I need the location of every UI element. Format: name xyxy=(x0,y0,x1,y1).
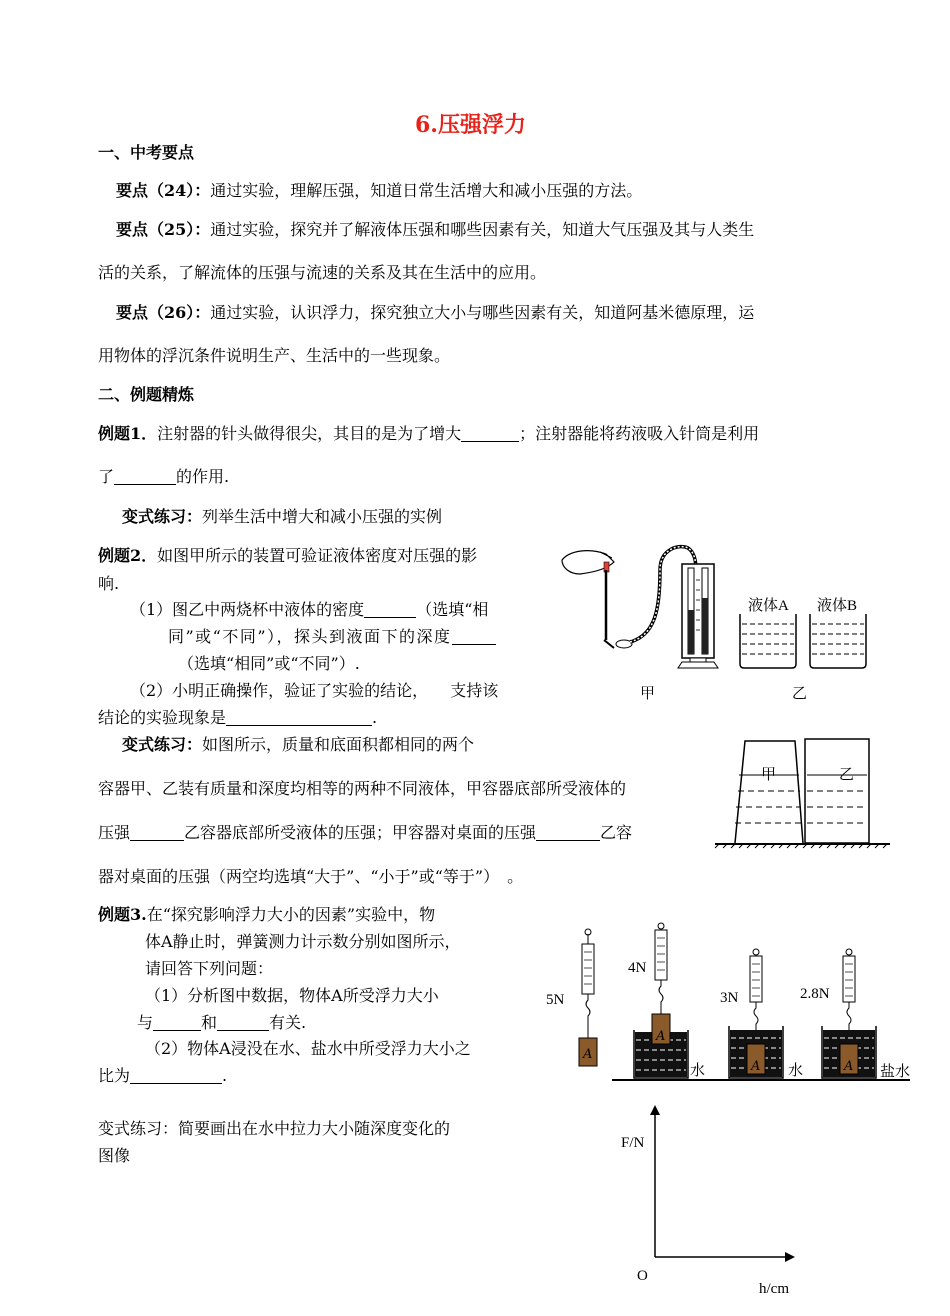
text: 同”或“不同”），探头到液面下的深度 xyxy=(168,627,452,646)
answer-blank[interactable] xyxy=(364,601,416,618)
origin-label: O xyxy=(637,1268,648,1284)
point-text: 通过实验，探究并了解液体压强和哪些因素有关，知道大气压强及其与人类生 xyxy=(210,220,755,239)
liquid-label-2: 水 xyxy=(788,1063,804,1079)
variation-label: 变式练习： xyxy=(122,507,203,526)
answer-blank[interactable] xyxy=(217,1014,269,1031)
variation1 xyxy=(122,504,442,527)
text: （1）图乙中两烧杯中液体的密度 xyxy=(130,600,365,619)
example2-q2-line2 xyxy=(98,705,377,728)
text: . xyxy=(222,1066,228,1085)
example2-line1 xyxy=(98,543,477,566)
example1-label: 例题1． xyxy=(98,424,158,443)
text: 与 xyxy=(137,1013,154,1032)
text: 的作用. xyxy=(176,467,230,486)
example3-line1 xyxy=(98,902,435,925)
example1-line2 xyxy=(98,464,229,487)
answer-blank[interactable] xyxy=(452,628,496,645)
setup-water-partial xyxy=(628,923,705,1079)
x-axis-label: h/cm xyxy=(759,1281,789,1297)
answer-blank[interactable] xyxy=(461,425,519,442)
text: 如图所示，质量和底面积都相同的两个 xyxy=(202,735,475,754)
text: 列举生活中增大和减小压强的实例 xyxy=(202,507,443,526)
beaker-a xyxy=(740,614,796,668)
example1-line1 xyxy=(98,421,759,444)
reading-3: 3N xyxy=(720,990,739,1006)
text: 注射器的针头做得很尖，其目的是为了增大 xyxy=(157,424,462,443)
page-title: 6.压强浮力 xyxy=(415,112,526,138)
answer-blank[interactable] xyxy=(536,824,600,841)
beaker-b xyxy=(810,614,866,668)
liquid-label-1: 水 xyxy=(690,1063,706,1079)
text: 在“探究影响浮力大小的因素”实验中，物 xyxy=(146,905,436,924)
example3-label: 例题3. xyxy=(98,905,147,924)
answer-blank[interactable] xyxy=(226,709,372,726)
example2-q1-line1 xyxy=(130,597,488,620)
example2-label: 例题2． xyxy=(98,546,158,565)
text: 乙容器底部所受液体的压强；甲容器对桌面的压强 xyxy=(184,823,537,842)
text: . xyxy=(372,708,378,727)
variation3-line1: 变式练习：简要画出在水中拉力大小随深度变化的 xyxy=(98,1119,451,1138)
variation-label: 变式练习： xyxy=(122,735,203,754)
example2-q1-line2 xyxy=(168,624,496,647)
text: 压强 xyxy=(98,823,131,842)
answer-blank[interactable] xyxy=(153,1014,201,1031)
object-a-label: A xyxy=(844,1059,854,1074)
variation2-line2: 容器甲、乙装有质量和深度均相等的两种不同液体，甲容器底部所受液体的 xyxy=(98,779,627,798)
example3-q1-line2 xyxy=(137,1010,306,1033)
point-24 xyxy=(116,178,642,201)
example3-line3: 请回答下列问题： xyxy=(145,959,274,978)
answer-blank[interactable] xyxy=(130,1067,222,1084)
point-label: 要点（25）： xyxy=(116,220,211,239)
text: 了 xyxy=(98,467,115,486)
object-a-label: A xyxy=(656,1029,666,1044)
section1-heading: 一、中考要点 xyxy=(98,143,195,162)
text: 比为 xyxy=(98,1066,131,1085)
variation2-line1 xyxy=(122,732,474,755)
object-a-label: A xyxy=(583,1047,593,1062)
point-26-cont: 用物体的浮沉条件说明生产、生活中的一些现象。 xyxy=(98,346,451,365)
variation3-line2: 图像 xyxy=(98,1146,131,1165)
example2-q2-line1 xyxy=(130,678,498,701)
setup-water-full xyxy=(720,949,803,1079)
example2-q1-line3: （选填“相同”或“不同”）. xyxy=(178,654,360,673)
text: 和 xyxy=(201,1013,218,1032)
text: 结论的实验现象是 xyxy=(98,708,227,727)
container-jia-label: 甲 xyxy=(761,767,777,783)
text: 如图甲所示的装置可验证液体密度对压强的影 xyxy=(157,546,478,565)
y-axis-label: F/N xyxy=(621,1135,645,1151)
text: （选填“相 xyxy=(416,600,489,619)
reading-1: 5N xyxy=(546,992,565,1008)
example3-q1-line1: （1）分析图中数据，物体A所受浮力大小 xyxy=(145,986,439,1005)
setup-saltwater-full xyxy=(800,949,910,1080)
text: 有关. xyxy=(269,1013,307,1032)
object-a-label: A xyxy=(751,1059,761,1074)
variation2-line4: 器对桌面的压强（两空均选填“大于”、“小于”或“等于”） 。 xyxy=(98,867,524,886)
container-yi-label: 乙 xyxy=(839,767,855,783)
example3-line2: 体A静止时，弹簧测力计示数分别如图所示， xyxy=(145,932,461,951)
point-25-cont: 活的关系，了解流体的压强与流速的关系及其在生活中的应用。 xyxy=(98,263,547,282)
answer-blank[interactable] xyxy=(130,824,184,841)
reading-2: 4N xyxy=(628,960,647,976)
point-25 xyxy=(116,217,754,240)
liquid-b-label: 液体B xyxy=(817,598,858,614)
pressure-gauge-figure xyxy=(560,540,890,700)
text: ；注射器能将药液吸入针筒是利用 xyxy=(519,424,760,443)
figure-yi-label: 乙 xyxy=(792,686,808,702)
containers-figure xyxy=(715,735,895,850)
point-text: 通过实验，理解压强，知道日常生活增大和减小压强的方法。 xyxy=(210,181,643,200)
liquid-a-label: 液体A xyxy=(748,598,789,614)
example3-q2-line2 xyxy=(98,1063,227,1086)
example2-line2: 响. xyxy=(98,574,120,593)
text: （2）小明正确操作，验证了实验的结论， xyxy=(130,681,429,700)
point-text: 通过实验，认识浮力，探究独立大小与哪些因素有关，知道阿基米德原理，运 xyxy=(210,303,755,322)
text: 支持该 xyxy=(450,681,499,700)
section2-heading: 二、例题精炼 xyxy=(98,385,195,404)
figure-jia-label: 甲 xyxy=(640,686,656,702)
point-26 xyxy=(116,300,754,323)
example3-q2-line1: （2）物体A浸没在水、盐水中所受浮力大小之 xyxy=(145,1039,471,1058)
text: 乙容 xyxy=(600,823,633,842)
variation2-line3 xyxy=(98,820,632,843)
force-depth-axes xyxy=(615,1105,815,1295)
reading-4: 2.8N xyxy=(800,986,830,1002)
answer-blank[interactable] xyxy=(114,468,176,485)
point-label: 要点（24）： xyxy=(116,181,211,200)
liquid-label-3: 盐水 xyxy=(880,1064,911,1080)
setup-air xyxy=(546,929,597,1066)
point-label: 要点（26）： xyxy=(116,303,211,322)
buoyancy-figure xyxy=(540,920,920,1080)
